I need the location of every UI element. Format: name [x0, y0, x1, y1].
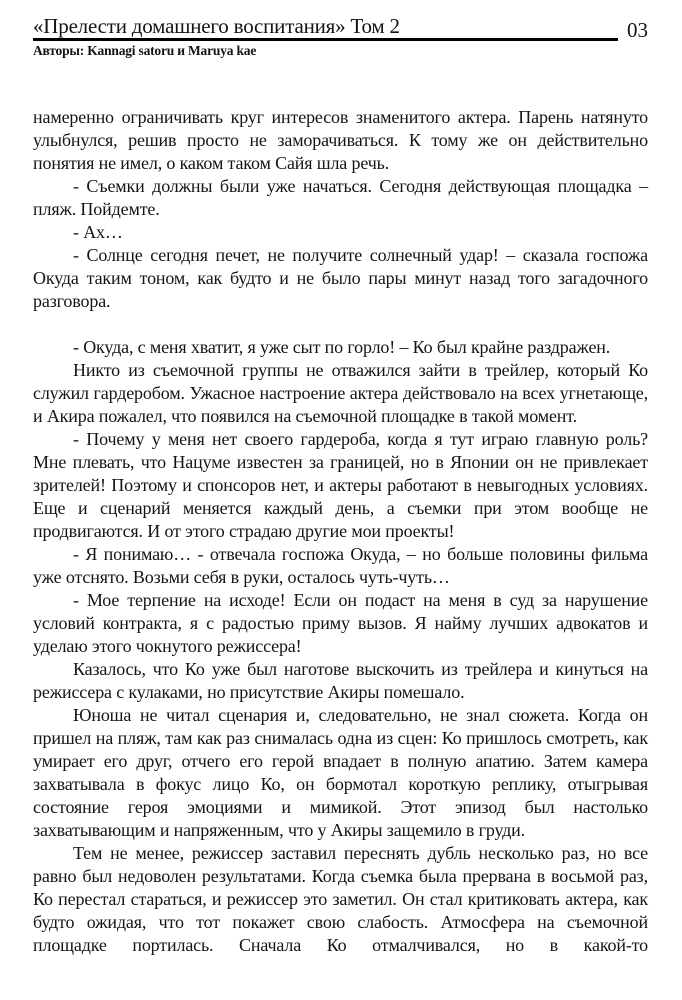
paragraph: Юноша не читал сценария и, следовательно, не знал сюжета. Когда он пришел на пляж, там как раз снималась одна из сцен: Ко пришлось смотреть, как умирает его друг, отчего его герой впадает в полную апатию. Затем камера захватывала в фокус лицо Ко, он бормотал короткую реплику, отыгрывая состояние героя эмоциями и мимикой. Этот эпизод был настолько захватывающим и напряженным, что у Акиры защемило в груди.: [33, 705, 648, 840]
paragraph: - Съемки должны были уже начаться. Сегодня действующая площадка – пляж. Пойдемте.: [33, 176, 648, 219]
authors-line: Авторы: Kannagi satoru и Maruya kae: [33, 43, 257, 58]
paragraph: - Почему у меня нет своего гардероба, когда я тут играю главную роль? Мне плевать, что Нацуме известен за границей, но в Японии он не привлекает зрителей! Поэтому и спонсоров нет, и актеры работают в невыгодных условиях. Еще и сценарий меняется каждый день, а съемки при этом вообще не продвигаются. И от этого страдаю другие мои проекты!: [33, 429, 648, 541]
paragraph: намеренно ограничивать круг интересов знаменитого актера. Парень натянуто улыбнулся, решив просто не заморачиваться. К тому же он действительно понятия не имел, о каком таком Сайя шла речь.: [33, 107, 648, 173]
page-header: [33, 14, 648, 59]
paragraph: Тем не менее, режиссер заставил переснять дубль несколько раз, но все равно был недоволен результатами. Когда съемка была прервана в восьмой раз, Ко перестал стараться, и режиссер это заметил. Он стал критиковать актера, как будто ожидая, что тот покажет свою слабость. Атмосфера на съемочной площадке портилась. Сначала Ко отмалчивался, но в какой-то: [33, 843, 648, 955]
header-row: [33, 14, 648, 41]
paragraph: Казалось, что Ко уже был наготове выскочить из трейлера и кинуться на режиссера с кулаками, но присутствие Акиры помешало.: [33, 659, 648, 702]
paragraph: - Ах…: [73, 222, 123, 242]
body-text: [33, 106, 648, 957]
page-title: «Прелести домашнего воспитания» Том 2: [33, 14, 400, 38]
paragraph: - Мое терпение на исходе! Если он подаст на меня в суд за нарушение условий контракта, я с радостью приму вызов. Я найму лучших адвокатов и уделаю этого чокнутого режиссера!: [33, 590, 648, 656]
title-underline: [33, 14, 618, 41]
page-number: 03: [627, 18, 648, 42]
paragraph: - Окуда, с меня хватит, я уже сыт по горло! – Ко был крайне раздражен.: [73, 337, 611, 357]
paragraph: - Я понимаю… - отвечала госпожа Окуда, – но больше половины фильма уже отснято. Возьми себя в руки, осталось чуть-чуть…: [33, 544, 648, 587]
paragraph: Никто из съемочной группы не отважился зайти в трейлер, который Ко служил гардеробом. Ужасное настроение актера действовало на всех угнетающе, и Акира пожалел, что появился на съемочной площадке в такой момент.: [33, 360, 648, 426]
paragraph: - Солнце сегодня печет, не получите солнечный удар! – сказала госпожа Окуда таким тоном, как будто и не было пары минут назад того загадочного разговора.: [33, 245, 648, 311]
